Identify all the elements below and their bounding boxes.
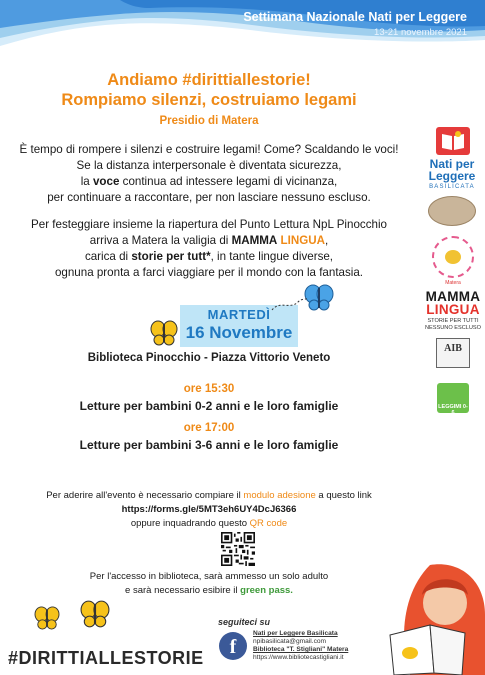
headline-line1: Andiamo #dirittiallestorie! xyxy=(107,71,311,89)
event-description-1: Letture per bambini 0-2 anni e le loro famiglie xyxy=(79,399,339,413)
event-date: 16 Novembre xyxy=(185,323,293,342)
intro-line: Se la distanza interpersonale è diventata sicurezza, xyxy=(76,159,342,172)
green-pass-label: green pass. xyxy=(240,585,293,596)
intro-line: la voce continua ad intessere legami di vicinanza, xyxy=(80,175,338,188)
leggimi-logo-text: LEGGIMI 0-6 xyxy=(438,404,468,416)
header-band xyxy=(0,0,485,78)
access-info xyxy=(0,570,418,598)
registration-line: oppure inquadrando questo QR code xyxy=(130,518,288,529)
header-title: Settimana Nazionale Nati per Leggere xyxy=(243,10,467,24)
access-line: Per l'accesso in biblioteca, sarà ammesso un solo adulto xyxy=(89,571,329,582)
social-link-npl[interactable]: Nati per Leggere Basilicata xyxy=(253,630,338,637)
headline xyxy=(0,70,418,110)
butterfly-icon xyxy=(150,320,178,346)
intro-line: per continuare a raccontare, per non lasciare nessuno escluso. xyxy=(47,191,371,204)
modulo-adesione-link[interactable]: modulo adesione xyxy=(243,490,316,501)
punto-lettura-emblem xyxy=(445,250,461,264)
aib-logo-text: AIB xyxy=(444,343,462,354)
registration-info xyxy=(0,489,418,531)
butterfly-icon xyxy=(80,600,110,628)
social-email[interactable]: npibasilicata@gmail.com xyxy=(253,638,327,645)
butterfly-icon xyxy=(34,606,60,630)
npl-logo-text: Nati per Leggere xyxy=(428,157,476,183)
qr-code-label: QR code xyxy=(249,518,288,529)
presidio-label: Presidio di Matera xyxy=(159,115,259,127)
celebration-line: Per festeggiare insieme la riapertura del Punto Lettura NpL Pinocchio xyxy=(31,218,387,231)
intro-paragraph xyxy=(0,142,418,206)
biblioteca-stigliani-logo xyxy=(428,196,476,226)
event-venue: Biblioteca Pinocchio - Piazza Vittorio Veneto xyxy=(87,352,331,364)
reading-child-illustration xyxy=(370,555,485,675)
event-description-2: Letture per bambini 3-6 anni e le loro famiglie xyxy=(79,438,339,452)
social-link-biblioteca[interactable]: Biblioteca "T. Stigliani" Matera xyxy=(253,646,349,653)
mamma-emphasis: MAMMA xyxy=(231,234,278,247)
follow-label: seguiteci su xyxy=(218,617,271,627)
social-website[interactable]: https://www.bibliotecastigliani.it xyxy=(253,654,344,661)
qr-code-icon[interactable] xyxy=(221,532,255,566)
registration-line: Per aderire all'evento è necessario compiare il modulo adesione a questo link xyxy=(46,490,372,501)
celebration-line: ognuna pronta a farci viaggiare per il mondo con la fantasia. xyxy=(54,266,364,279)
intro-line: È tempo di rompere i silenzi e costruire legami! Come? Scaldando le voci! xyxy=(19,143,399,156)
event-time-1: ore 15:30 xyxy=(183,383,235,395)
event-day: MARTEDÌ xyxy=(207,307,271,322)
celebration-line: carica di storie per tutt*, in tante lingue diverse, xyxy=(84,250,334,263)
facebook-icon[interactable]: f xyxy=(219,632,247,660)
storie-emphasis: storie per tutt* xyxy=(131,250,211,263)
voce-emphasis: voce xyxy=(92,175,120,188)
hashtag: #DIRITTIALLESTORIE xyxy=(8,648,204,668)
event-time-2: ore 17:00 xyxy=(183,422,235,434)
social-links xyxy=(253,630,348,662)
registration-url-link[interactable]: https://forms.gle/5MT3eh6UY4DcJ6366 xyxy=(121,504,297,515)
mamma-lingua-tagline: STORIE PER TUTTI NESSUNO ESCLUSO xyxy=(425,318,481,331)
celebration-line: arriva a Matera la valigia di MAMMA LINGUA, xyxy=(89,234,329,247)
mamma-lingua-logo: MAMMA LINGUA xyxy=(425,289,481,317)
book-icon xyxy=(440,130,466,152)
headline-line2: Rompiamo silenzi, costruiamo legami xyxy=(61,91,357,109)
celebration-paragraph xyxy=(0,217,418,281)
access-line: e sarà necessario esibire il green pass. xyxy=(125,585,293,596)
header-dates: 13-21 novembre 2021 xyxy=(374,27,467,38)
punto-lettura-caption: Matera xyxy=(445,280,461,286)
flight-trail xyxy=(270,296,310,312)
npl-region: BASILICATA xyxy=(429,184,475,190)
lingua-emphasis: LINGUA xyxy=(280,234,325,247)
